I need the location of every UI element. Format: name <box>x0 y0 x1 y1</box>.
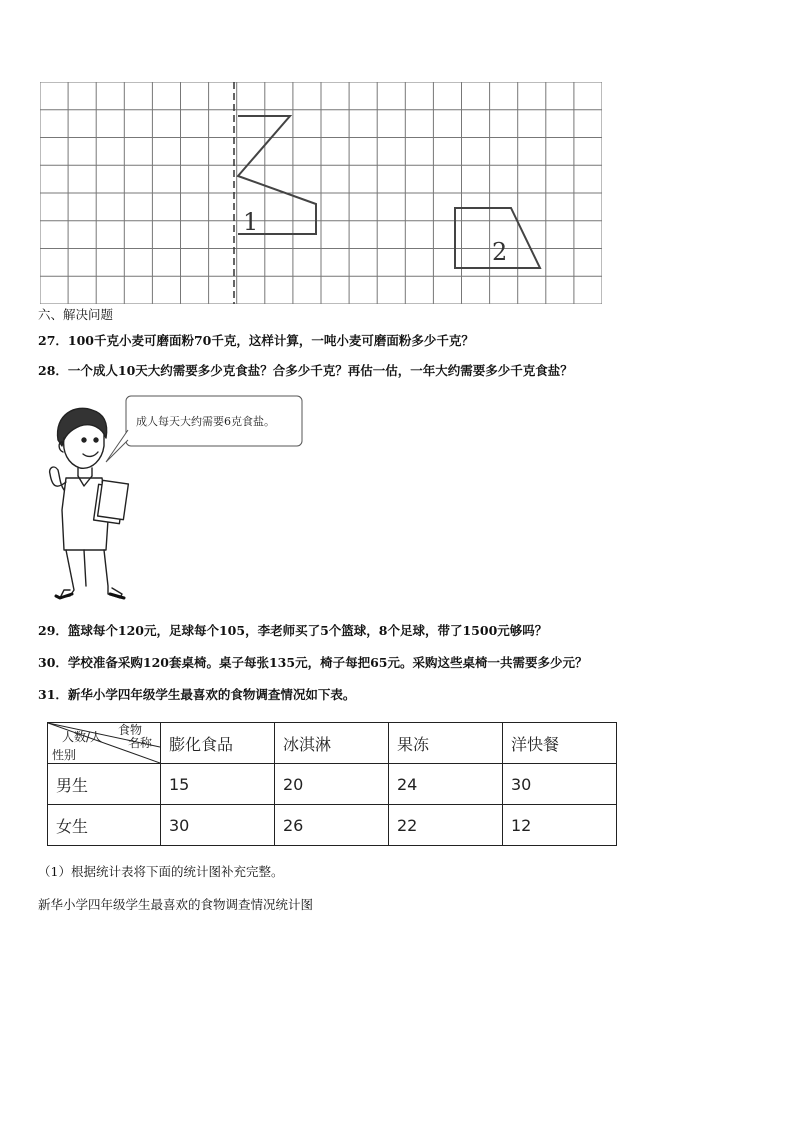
sub-question-1: （1）根据统计表将下面的统计图补充完整。 <box>38 864 284 879</box>
table-row-girls <box>48 805 617 846</box>
section-title: 六、解决问题 <box>38 307 114 322</box>
teacher-figure <box>50 408 129 598</box>
table-cell: 30 <box>503 764 617 805</box>
table-cell: 24 <box>389 764 503 805</box>
grid-lines <box>40 82 602 304</box>
corner-label-food-2: 名称 <box>128 736 153 750</box>
table-cell: 12 <box>503 805 617 846</box>
table-row-boys <box>48 764 617 805</box>
table-cell: 26 <box>275 805 389 846</box>
table-header: 冰淇淋 <box>275 723 389 764</box>
table-header: 洋快餐 <box>503 723 617 764</box>
question-30: 30．学校准备采购120套桌椅。桌子每张135元，椅子每把65元。采购这些桌椅一共需要多少元？ <box>38 655 588 670</box>
question-27: 27．100千克小麦可磨面粉70千克，这样计算，一吨小麦可磨面粉多少千克？ <box>38 333 474 348</box>
table-cell: 30 <box>161 805 275 846</box>
grid-figure <box>40 82 602 304</box>
chart-title: 新华小学四年级学生最喜欢的食物调查情况统计图 <box>38 897 314 912</box>
question-28: 28．一个成人10天大约需要多少克食盐？合多少千克？再估一估，一年大约需要多少千克食盐？ <box>38 363 573 378</box>
shape-1-label: 1 <box>243 208 259 236</box>
table-cell: 20 <box>275 764 389 805</box>
speech-bubble <box>106 396 302 462</box>
question-29: 29．篮球每个120元，足球每个105，李老师买了5个篮球，8个足球，带了1500元够吗？ <box>38 623 548 638</box>
row-label: 女生 <box>48 805 161 846</box>
table-header-row <box>48 723 617 764</box>
corner-label-food-1: 食物 <box>118 723 143 737</box>
row-label: 男生 <box>48 764 161 805</box>
table-header: 膨化食品 <box>161 723 275 764</box>
corner-label-count: 人数/人 <box>62 730 103 744</box>
table-cell: 22 <box>389 805 503 846</box>
shape-2-label: 2 <box>492 238 508 266</box>
table-header: 果冻 <box>389 723 503 764</box>
food-survey-table <box>47 722 617 846</box>
table-cell: 15 <box>161 764 275 805</box>
table-corner-cell <box>48 723 161 764</box>
question-31: 31．新华小学四年级学生最喜欢的食物调查情况如下表。 <box>38 687 356 702</box>
speech-bubble-text: 成人每天大约需要6克食盐。 <box>136 415 275 428</box>
corner-label-gender: 性别 <box>52 748 77 762</box>
